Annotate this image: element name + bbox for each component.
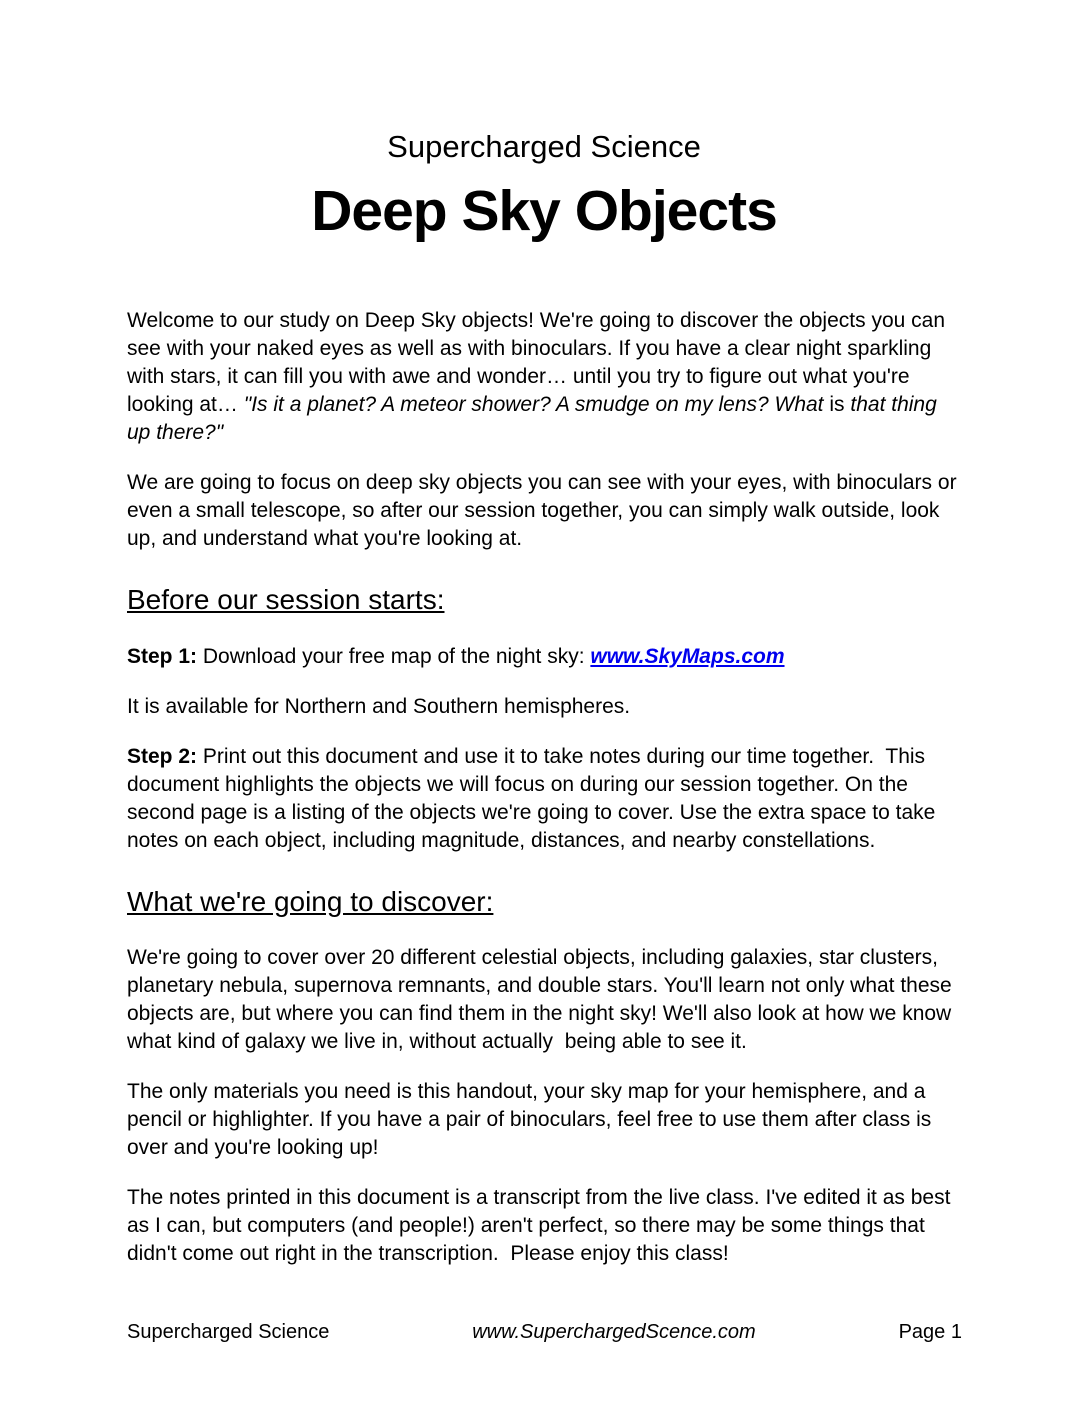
step2-label: Step 2: [127,744,198,768]
intro-paragraph [127,307,962,447]
focus-paragraph: We are going to focus on deep sky objects you can see with your eyes, with binoculars or even a small telescope, so after our session together, you can simply walk outside, look up, and understand what you're looking at. [127,471,963,551]
footer-website-url: www.SuperchargedScence.com [472,1321,756,1343]
footer-company-name: Supercharged Science [127,1321,330,1343]
intro-text-regular: Welcome to our study on Deep Sky objects! We're going to discover the objects you can see with your naked eyes as well as with binoculars. If you have a clear night sparkling with stars, it can fill you with awe and wonder… until you try to figure out what you're looking at… [127,309,951,417]
step2-paragraph [127,743,962,855]
document-body [127,307,962,1268]
discover-overview-paragraph: We're going to cover over 20 different celestial objects, including galaxies, star clusters, planetary nebula, supernova remnants, and double stars. You'll learn not only what these objects are, but where you can find them in the night sky! We'll also look at how we know what kind of galaxy we live in, without actually being able to see it. [127,946,958,1054]
intro-quote-italic-2: that thing up there?" [127,393,943,445]
section-heading-discover: What we're going to discover: [127,885,494,917]
skymaps-link[interactable]: www.SkyMaps.com [590,644,785,668]
section-heading-before-session: Before our session starts: [127,584,445,616]
availability-paragraph: It is available for Northern and Southern hemispheres. [127,694,631,718]
materials-paragraph: The only materials you need is this handout, your sky map for your hemisphere, and a pencil or highlighter. If you have a pair of binoculars, feel free to use them after class is over and you're looking up! [127,1080,938,1160]
step1-paragraph [127,643,962,671]
step1-label: Step 1: [127,644,198,668]
transcript-note-paragraph: The notes printed in this document is a transcript from the live class. I've edited it as best as I can, but computers (and people!) aren't perfect, so there may be some things that didn't come out right in the transcription. Please enjoy this class! [127,1186,957,1266]
intro-quote-italic-1: "Is it a planet? A meteor shower? A smudge on my lens? What [243,393,824,417]
step2-text: Print out this document and use it to take notes during our time together. This document highlights the objects we will focus on during our session together. On the second page is a listing of the objects we're going to cover. Use the extra space to take notes on each object, including magnitude, distances, and nearby constellations. [127,744,942,852]
footer-page-number: Page 1 [898,1321,962,1343]
document-title: Deep Sky Objects [311,178,777,243]
page-footer [127,1320,962,1344]
step1-text: Download your free map of the night sky: [197,644,591,668]
document-subtitle: Supercharged Science [387,129,701,164]
intro-quote-roman: is [823,393,851,417]
document-header [0,0,1088,245]
